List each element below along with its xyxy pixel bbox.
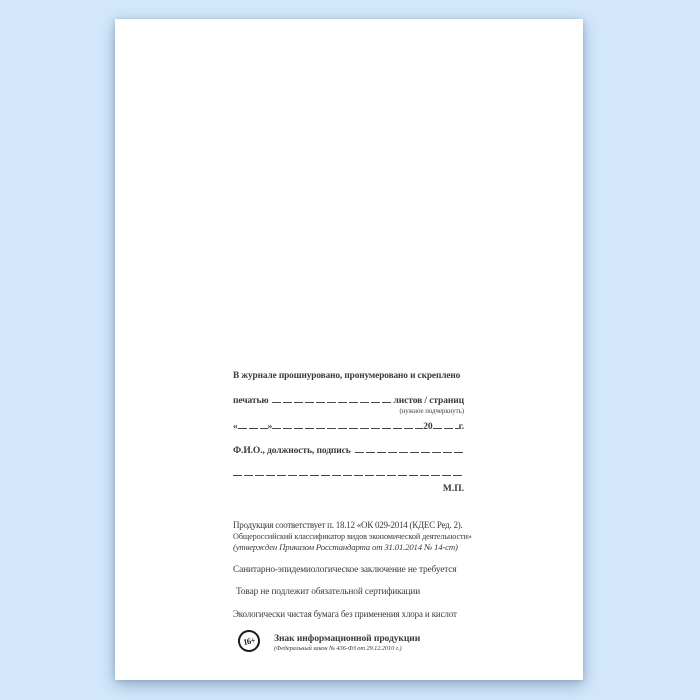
blank-line-signature xyxy=(355,450,464,453)
page-content xyxy=(233,371,472,653)
ecology-note: Экологически чистая бумага без применения хлора и кислот xyxy=(233,609,457,620)
journal-lacing-statement: В журнале прошнуровано, пронумеровано и скреплено xyxy=(233,371,461,381)
blank-line-signature-continuation xyxy=(233,473,464,476)
signatory-line xyxy=(233,446,464,456)
year-prefix: 20 xyxy=(423,422,433,433)
blank-line-month xyxy=(272,426,423,429)
blank-line-day xyxy=(238,426,268,429)
federal-law-note: (Федеральный закон № 436-ФЗ от 29.12.2010 г.) xyxy=(274,645,402,653)
close-quote-mark: » xyxy=(267,422,273,433)
stamp-place-abbr: М.П. xyxy=(442,484,464,495)
information-product-mark xyxy=(233,630,464,652)
information-product-title: Знак информационной продукции xyxy=(274,633,421,645)
blank-line-year xyxy=(433,426,459,429)
year-suffix: г. xyxy=(458,422,464,433)
compliance-paragraph xyxy=(233,520,472,553)
sheets-pages-label: листов / страниц xyxy=(393,396,464,407)
compliance-line-3: (утвержден Приказом Росстандарта от 31.01.2014 № 14-ст) xyxy=(233,542,458,553)
blank-line-sheet-count xyxy=(272,400,391,403)
open-quote-mark: « xyxy=(233,422,238,433)
document-page xyxy=(115,19,583,680)
seal-line xyxy=(233,396,464,406)
age-mark-text xyxy=(274,630,420,652)
compliance-line-1: Продукция соответствует п. 18.12 «ОК 029-2014 (КДЕС Ред. 2). xyxy=(233,520,463,531)
sanitary-conclusion-note: Санитарно-эпидемиологическое заключение не требуется xyxy=(233,565,457,576)
age-16-plus-icon: 16+ xyxy=(236,628,261,653)
underline-hint-note: (нужное подчеркнуть) xyxy=(399,408,464,416)
seal-label: печатью xyxy=(233,396,269,407)
signatory-label: Ф.И.О., должность, подпись xyxy=(233,446,351,457)
compliance-line-2: Общероссийский классификатор видов экономической деятельности» xyxy=(233,532,472,542)
date-line xyxy=(233,422,464,432)
certification-note: Товар не подлежит обязательной сертификации xyxy=(236,587,421,598)
